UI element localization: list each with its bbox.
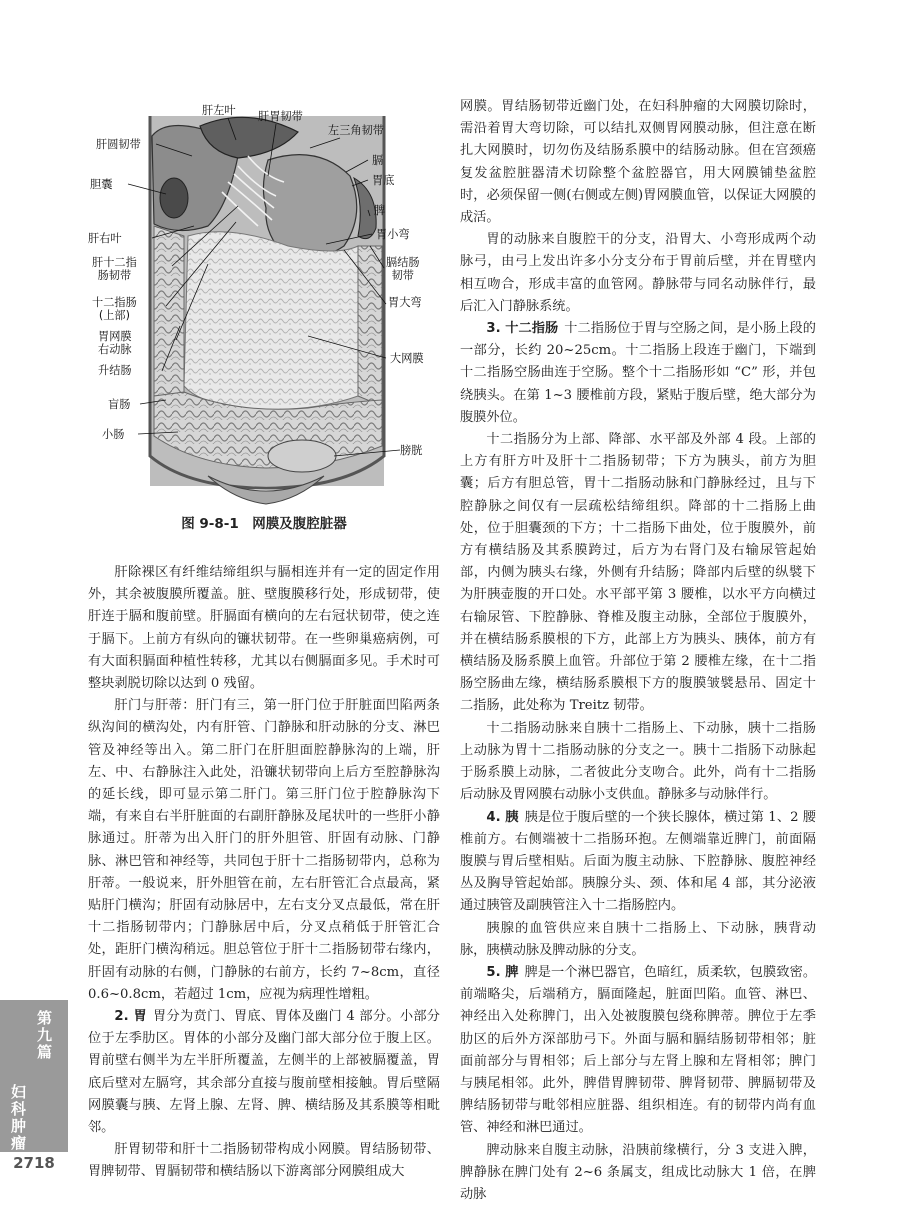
section-text: 胃分为贲门、胃底、胃体及幽门 4 部分。小部分位于左季肋区。胃体的小部分及幽门部大部分位于腹上区。胃前壁右侧半为左半肝所覆盖，左侧半的上部被膈覆盖，胃底后壁对左膈穹，其余部分直接与腹前壁相接触。胃后壁隔网膜囊与胰、左肾上腺、左肾、脾、横结肠及其系膜等相毗邻。 [88, 1009, 440, 1136]
paragraph: 肝胃韧带和肝十二指肠韧带构成小网膜。胃结肠韧带、胃脾韧带、胃膈韧带和横结肠以下游离部分网膜组成大 [88, 1142, 440, 1180]
ascending-colon-shape [154, 226, 184, 401]
label-spleen: 脾 [374, 204, 386, 217]
label-right-gastroepiploic-artery: 胃网膜 右动脉 [98, 330, 132, 356]
section-heading: 5. 脾 [486, 964, 519, 980]
label-small-intestine: 小肠 [102, 428, 125, 441]
paragraph: 网膜。胃结肠韧带近幽门处，在妇科肿瘤的大网膜切除时，需沿着胃大弯切除，可以结扎双侧胃网膜动脉，但注意在断扎大网膜时，切勿伤及结肠系膜中的结肠动脉。但在宫颈癌复发盆腔脏器清术切除整个盆腔器官，用大网膜铺垫盆腔时，必须保留一侧(右侧或左侧)胃网膜血管，以保证大网膜的成活。 [460, 99, 816, 226]
paragraph: 脾动脉来自腹主动脉，沿胰前缘横行，分 3 支进入脾，脾静脉在脾门处有 2~6 条属支，组成比动脉大 1 倍，在脾动脉 [460, 1142, 816, 1202]
section-spleen [460, 962, 816, 1140]
paragraph: 肝门与肝蒂：肝门有三，第一肝门位于肝脏面凹陷两条纵沟间的横沟处，内有肝管、门静脉和肝动脉的分支、淋巴管及神经等出入。第二肝门在肝胆面腔静脉沟的上端，肝左、中、右静脉注入此处，沿镰状韧带向上后方至腔静脉沟的延长线，即可显示第二肝门。第三肝门位于腔静脉沟下端，有来自右半肝脏面的右副肝静脉及尾状叶的一些肝小静脉通过。肝蒂为出入肝门的肝外胆管、肝固有动脉、门静脉、淋巴管和神经等，共同包于肝十二指肠韧带内，总称为肝蒂。一般说来，肝外胆管在前，左右肝管汇合点最高，紧贴肝门横沟；肝固有动脉居中，左右支分叉点最低，常在肝十二指肠韧带内；门静脉居中后，分叉点稍低于肝管汇合处，距肝门横沟稍远。胆总管位于肝十二指肠韧带右缘内，肝固有动脉的右侧，门静脉的右前方，长约 7~8cm，直径 0.6~0.8cm，若超过 1cm，应视为病理性增粗。 [88, 698, 440, 1002]
tab-subject-label: 妇科肿瘤 [9, 1084, 27, 1152]
section-text: 脾是一个淋巴器官，色暗红，质柔软，包膜致密。前端略尖，后端稍方，膈面隆起，脏面凹陷。血管、淋巴、神经出入处称脾门，出入处被腹膜包绕称脾蒂。脾位于左季肋区的后外方深部肋弓下。外面与膈和膈结肠韧带相邻；脏面前部分与胃相邻；后上部分与左肾上腺和左肾相邻；脾门与胰尾相邻。此外，脾借胃脾韧带、脾肾韧带、脾膈韧带及脾结肠韧带与毗邻相应脏器、组织相连。有的韧带内尚有血管、神经和淋巴通过。 [460, 964, 817, 1136]
label-left-triangular-ligament: 左三角韧带 [328, 124, 384, 137]
section-heading: 4. 胰 [486, 809, 519, 825]
chapter-side-tab [0, 1000, 68, 1152]
paragraph: 胃的动脉来自腹腔干的分支，沿胃大、小弯形成两个动脉弓，由弓上发出许多小分支分布于胃前后壁，并在胃壁内相互吻合，形成丰富的血管网。静脉带与同名动脉伴行，最后汇入门静脉系统。 [460, 232, 816, 314]
left-text-column [88, 562, 440, 1184]
label-greater-curvature: 胃大弯 [388, 296, 422, 309]
label-lesser-curvature: 胃小弯 [376, 228, 410, 241]
label-liver-right-lobe: 肝右叶 [88, 232, 122, 245]
label-gastric-fundus: 胃底 [372, 174, 395, 187]
section-text: 十二指肠位于胃与空肠之间，是小肠上段的一部分，长约 20~25cm。十二指肠上段连于幽门，下端到十二指肠空肠曲连于空肠。整个十二指肠形如 “C” 形，并包绕胰头。在第 1~3 腰椎前方段，紧贴于腹后壁，绝大部分为腹膜外位。 [460, 321, 816, 425]
label-hepatoduodenal-ligament: 肝十二指 肠韧带 [92, 256, 137, 282]
greater-omentum-shape [184, 232, 358, 410]
paragraph: 十二指肠分为上部、降部、水平部及外部 4 段。上部的上方有肝方叶及肝十二指肠韧带；下方为胰头，前方为胆囊；后方有胆总管，胃十二指肠动脉和门静脉经过，且与下腔静脉之间仅有一层疏松结缔组织。降部的十二指肠上曲处，位于胆囊颈的下方；十二指肠下曲处，位于腹膜外，前方有横结肠及其系膜跨过，后方为右肾门及右输尿管起始部，内侧为胰头右缘，外侧有升结肠；降部内后壁的纵襞下为肝胰壶腹的开口处。水平部平第 3 腰椎，以水平方向横过右输尿管、下腔静脉、脊椎及腹主动脉，全部位于腹膜外，并在横结肠系膜根的下方，此部上方为胰头、胰体，前方有横结肠及肠系膜上血管。升部位于第 2 腰椎左缘，在十二指肠空肠曲左缘，横结肠系膜根下方的腹膜皱襞悬吊、固定十二指肠，此处称为 Treitz 韧带。 [460, 432, 816, 714]
tab-part-label: 第九篇 [35, 1010, 53, 1061]
section-heading: 2. 胃 [114, 1009, 147, 1025]
label-cecum: 盲肠 [108, 398, 131, 411]
label-ascending-colon: 升结肠 [98, 364, 132, 377]
label-gallbladder: 胆囊 [90, 178, 113, 191]
label-duodenum-superior: 十二指肠 (上部) [92, 296, 137, 322]
section-pancreas [460, 807, 816, 918]
page-number: 2718 [13, 1154, 55, 1172]
anatomy-figure [88, 96, 440, 506]
label-round-ligament: 肝圆韧带 [96, 138, 141, 151]
label-greater-omentum: 大网膜 [390, 352, 424, 365]
label-liver-left-lobe: 肝左叶 [202, 104, 236, 117]
section-text: 胰是位于腹后壁的一个狭长腺体，横过第 1、2 腰椎前方。右侧端被十二指肠环抱。左侧端靠近脾门，前面隔腹膜与胃后壁相贴。后面为腹主动脉、下腔静脉、腹腔神经丛及胸导管起始部。胰腺分头、颈、体和尾 4 部，其分泌液通过胰管及副胰管注入十二指肠腔内。 [460, 809, 816, 914]
right-text-column [460, 96, 816, 1206]
section-stomach [88, 1006, 440, 1139]
paragraph: 肝除裸区有纤维结缔组织与膈相连并有一定的固定作用外，其余被腹膜所覆盖。脏、壁腹膜移行处，形成韧带，使肝连于膈和腹前壁。肝膈面有横向的左右冠状韧带，使之连于膈下。上前方有纵向的镰状韧带。在一些卵巢癌病例，可有大面积膈面种植性转移，尤其以右侧膈面多见。手术时可整块剥脱切除以达到 0 残留。 [88, 565, 440, 692]
bladder-shape [268, 440, 336, 472]
label-phrenicocolic-ligament: 膈结肠 韧带 [386, 256, 420, 282]
label-hepatogastric-ligament: 肝胃韧带 [258, 110, 303, 123]
label-bladder: 膀胱 [400, 444, 423, 457]
section-duodenum [460, 318, 816, 429]
paragraph: 胰腺的血管供应来自胰十二指肠上、下动脉，胰背动脉，胰横动脉及脾动脉的分支。 [460, 920, 816, 958]
section-heading: 3. 十二指肠 [486, 321, 559, 337]
gallbladder-shape [160, 178, 188, 218]
label-diaphragm: 膈 [372, 154, 384, 167]
figure-caption: 图 9-8-1 网膜及腹腔脏器 [181, 516, 347, 532]
paragraph: 十二指肠动脉来自胰十二指肠上、下动脉，胰十二指肠上动脉为胃十二指肠动脉的分支之一。胰十二指肠下动脉起于肠系膜上动脉，二者彼此分支吻合。此外，尚有十二指肠后动脉及胃网膜右动脉小支供血。静脉多与动脉伴行。 [460, 720, 816, 803]
